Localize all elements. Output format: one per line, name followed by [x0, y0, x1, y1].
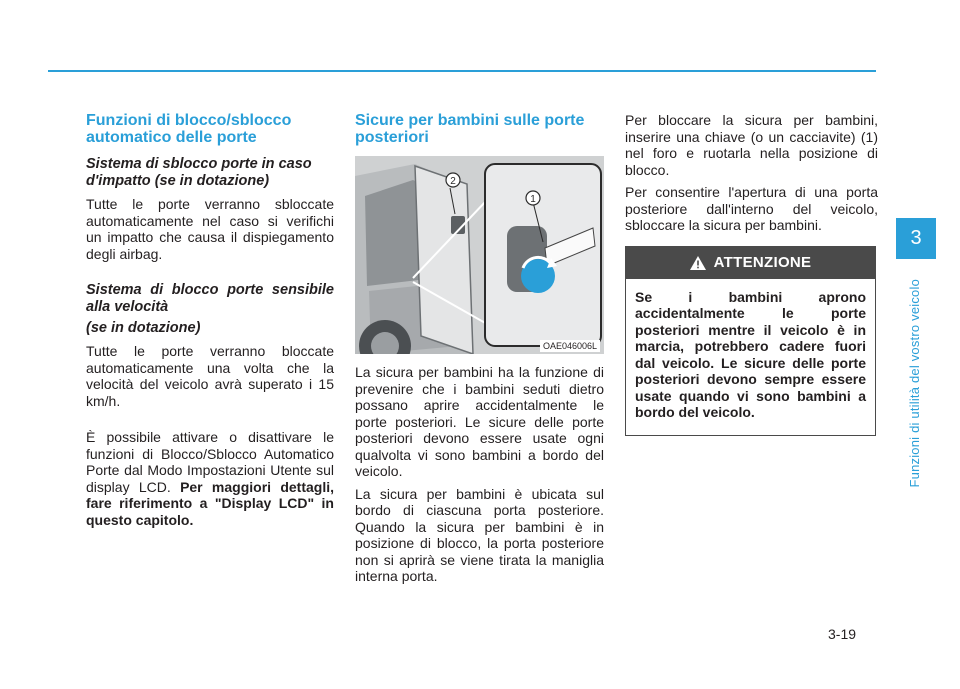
paragraph-speed-lock: Tutte le porte verranno bloccate automaticamente una volta che la velocità del veicolo avrà superato i 15 km/h.	[86, 343, 334, 409]
warning-triangle-icon	[690, 256, 706, 270]
car-door-drawing	[355, 156, 604, 354]
paragraph-lock-instructions: Per bloccare la sicura per bambini, inserire una chiave (o un cacciavite) (1) nel foro e ruotarla nella posizione di blocco.	[625, 112, 878, 178]
child-lock-illustration	[355, 156, 604, 354]
paragraph-impact-unlock: Tutte le porte verranno sbloccate automaticamente nel caso si verifichi un impatto che causa il dispiegamento degli airbag.	[86, 196, 334, 262]
page-number: 3-19	[828, 626, 857, 642]
section-title-auto-lock: Funzioni di blocco/sblocco automatico delle porte	[86, 112, 292, 146]
warning-box	[625, 246, 876, 436]
user-settings-text: È possibile attivare o disattivare le funzioni di Blocco/Sblocco Automatico Porte dal Modo Impostazioni Utente sul display LCD.	[86, 429, 334, 495]
column-middle	[355, 112, 604, 591]
subtitle-speed-lock: Sistema di blocco porte sensibile alla velocità	[86, 282, 334, 315]
paragraph-unlock-instructions: Per consentire l'apertura di una porta posteriore dall'interno del veicolo, sbloccare la sicura per bambini.	[625, 184, 878, 233]
subtitle-speed-lock-optional: (se in dotazione)	[86, 320, 201, 336]
top-rule	[48, 70, 876, 72]
user-settings-reference: Per maggiori dettagli, fare riferimento a "Display LCD" in questo capitolo.	[86, 478, 334, 528]
warning-header	[626, 247, 875, 279]
column-right	[625, 112, 878, 436]
chapter-sidebar	[899, 266, 929, 500]
paragraph-child-lock-purpose: La sicura per bambini ha la funzione di prevenire che i bambini seduti dietro possano aprire accidentalmente le porte posteriori. Le sicure delle porte posteriori devono essere usate ogni qualvolta vi sono bambini a bordo del veicolo.	[355, 364, 604, 479]
paragraph-user-settings	[86, 429, 334, 528]
section-title-child-locks: Sicure per bambini sulle porte posteriori	[355, 112, 585, 146]
chapter-title: Funzioni di utilità del vostro veicolo	[906, 278, 922, 488]
callout-1-label: 1	[530, 194, 536, 205]
figure-code: OAE046006L	[540, 340, 600, 352]
chapter-number-tab: 3	[896, 218, 936, 259]
callout-2-label: 2	[450, 176, 456, 187]
column-left	[86, 112, 334, 528]
subtitle-impact-unlock: Sistema di sblocco porte in caso d'impatto (se in dotazione)	[86, 156, 312, 189]
paragraph-child-lock-location: La sicura per bambini è ubicata sul bordo di ciascuna porta posteriore. Quando la sicura per bambini è in posizione di blocco, la porta posteriore non si aprirà se viene tirata la maniglia interna porta.	[355, 485, 604, 584]
warning-text: Se i bambini aprono accidentalmente le porte posteriori mentre il veicolo è in marcia, potrebbero cadere fuori dal veicolo. Le sicure delle porte posteriori devono sempre essere usate quando vi sono bambini a bordo del veicolo.	[635, 288, 866, 420]
warning-title: ATTENZIONE	[713, 254, 812, 271]
